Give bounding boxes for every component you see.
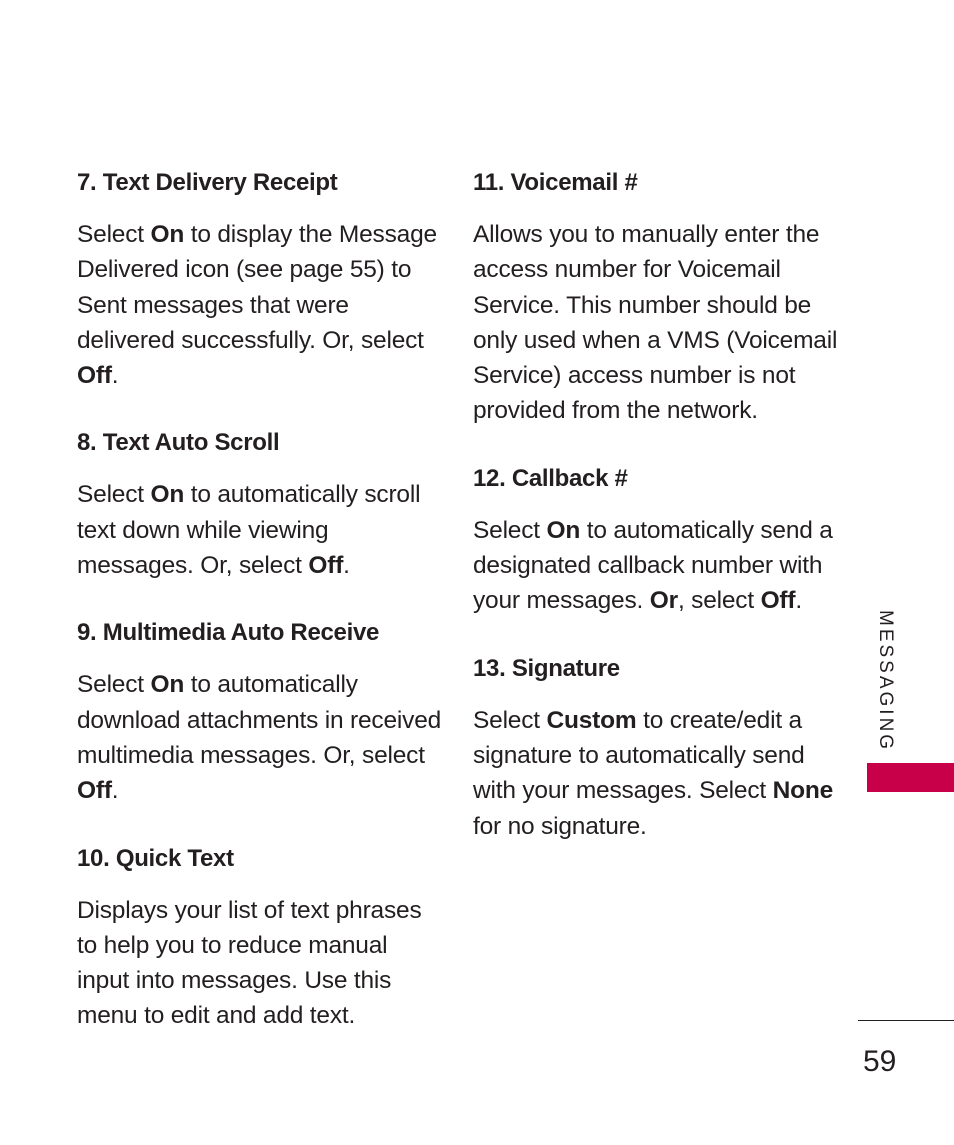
- menu-option-section: [473, 651, 838, 844]
- option-keyword: Off: [308, 552, 344, 580]
- option-keyword: On: [150, 671, 185, 699]
- menu-option-section: [77, 165, 442, 393]
- description-text: Select: [473, 706, 547, 734]
- menu-option-section: [77, 425, 442, 583]
- description-text: .: [795, 587, 802, 615]
- option-keyword: On: [150, 221, 185, 248]
- option-keyword: Off: [77, 362, 112, 390]
- option-keyword: Or: [649, 587, 678, 615]
- menu-option-section: [473, 165, 838, 429]
- description-text: Select: [77, 481, 151, 509]
- section-heading: 7. Text Delivery Receipt: [77, 169, 338, 196]
- description-text: .: [111, 777, 119, 805]
- option-keyword: Off: [760, 587, 796, 615]
- section-heading: 10. Quick Text: [77, 844, 234, 872]
- description-text: to create/edit a signature to automatically send with your messages. Select: [473, 706, 805, 805]
- description-text: to automatically download attachments in received multimedia messages. Or, select: [77, 671, 442, 769]
- description-text: Select: [77, 671, 151, 699]
- right-column: [473, 165, 838, 876]
- description-text: for no signature.: [473, 812, 647, 840]
- description-text: .: [111, 362, 119, 390]
- description-text: to automatically scroll text down while viewing messages. Or, select: [77, 481, 421, 580]
- description-text: .: [343, 552, 350, 580]
- description-text: Select: [473, 516, 547, 544]
- option-keyword: None: [772, 777, 834, 805]
- option-keyword: Custom: [546, 706, 637, 734]
- section-heading: 8. Text Auto Scroll: [77, 429, 280, 457]
- section-side-label: MESSAGING: [875, 610, 896, 753]
- section-description: [473, 513, 838, 619]
- menu-option-section: [77, 841, 442, 1034]
- section-heading: 12. Callback #: [473, 464, 628, 492]
- description-text: to automatically send a designated callback number with your messages.: [473, 516, 833, 615]
- description-text: Displays your list of text phrases to help you to reduce manual input into messages. Use this menu to edit and add text.: [77, 896, 422, 1030]
- section-description: [77, 667, 442, 808]
- description-text: Select: [77, 221, 151, 248]
- section-description: [77, 477, 442, 583]
- option-keyword: Off: [77, 777, 112, 805]
- option-keyword: On: [546, 516, 581, 544]
- left-column: [77, 165, 442, 1066]
- section-description: [77, 217, 442, 393]
- section-heading: 11. Voicemail #: [473, 169, 638, 196]
- description-text: , select: [677, 587, 761, 615]
- section-heading: 9. Multimedia Auto Receive: [77, 619, 380, 647]
- page-number: 59: [863, 1045, 897, 1078]
- page-number-rule: [858, 1020, 954, 1021]
- menu-option-section: [473, 461, 838, 619]
- section-heading: 13. Signature: [473, 654, 620, 682]
- section-description: [473, 703, 838, 844]
- section-tab-marker: [867, 763, 954, 792]
- description-text: to display the Message Delivered icon (see page 55) to Sent messages that were delivered successfully. Or, select: [77, 221, 437, 354]
- section-description: [77, 893, 442, 1034]
- menu-option-section: [77, 615, 442, 808]
- section-description: [473, 217, 838, 429]
- option-keyword: On: [150, 481, 185, 509]
- description-text: Allows you to manually enter the access number for Voicemail Service. This number should be only used when a VMS (Voicemail Service) access number is not provided from the network.: [473, 221, 838, 425]
